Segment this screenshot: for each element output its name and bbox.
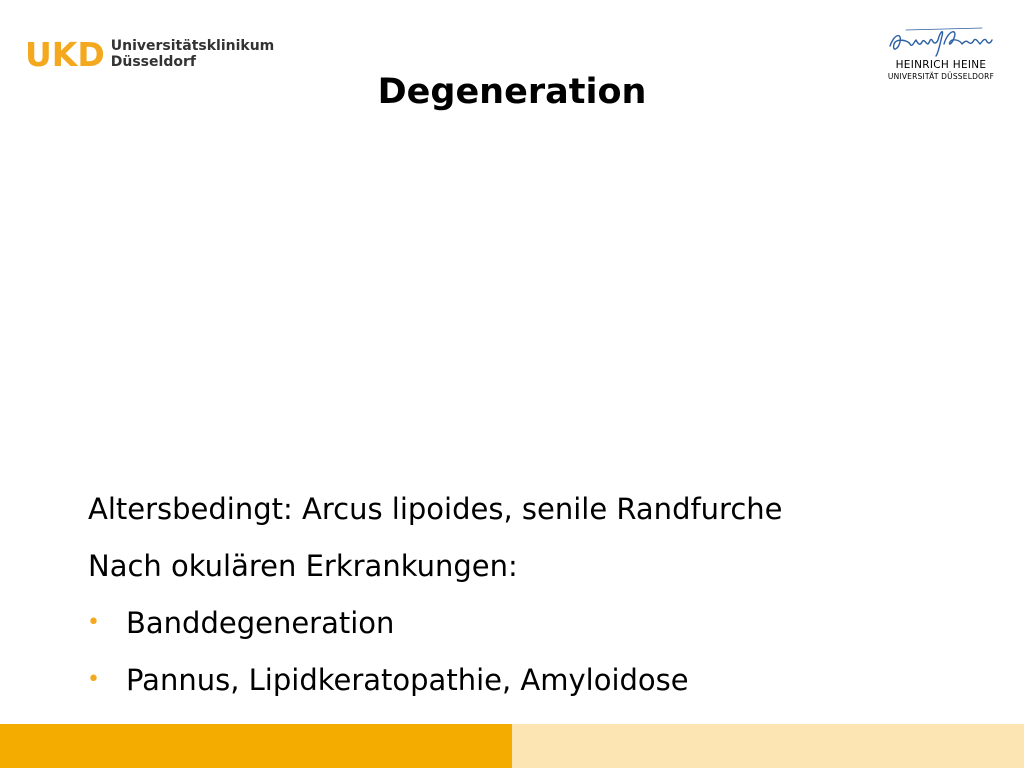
bullet-icon: • (87, 610, 100, 635)
footer-bar (0, 724, 1024, 768)
content-line: Nach okulären Erkrankungen: (88, 549, 518, 583)
hhu-logo-line1: HEINRICH HEINE (895, 59, 987, 71)
bullet-icon: • (87, 667, 100, 692)
slide-content (88, 484, 988, 712)
ukd-logo-mark: UKD (25, 34, 105, 74)
bullet-text: Pannus, Lipidkeratopathie, Amyloidose (126, 663, 689, 697)
slide-title: Degeneration (377, 72, 647, 112)
signature-icon (886, 22, 996, 60)
footer-bar-secondary (512, 724, 1024, 768)
hhu-logo-line2: UNIVERSITÄT DÜSSELDORF (887, 72, 995, 81)
bullet-text: Banddegeneration (126, 606, 395, 640)
footer-bar-primary (0, 724, 512, 768)
bullet-item (88, 655, 988, 712)
ukd-logo-name-line1: Universitätsklinikum (110, 38, 275, 54)
content-line: Altersbedingt: Arcus lipoides, senile Randfurche (88, 492, 783, 526)
ukd-logo-name-line2: Düsseldorf (110, 54, 196, 70)
bullet-item (88, 598, 988, 655)
